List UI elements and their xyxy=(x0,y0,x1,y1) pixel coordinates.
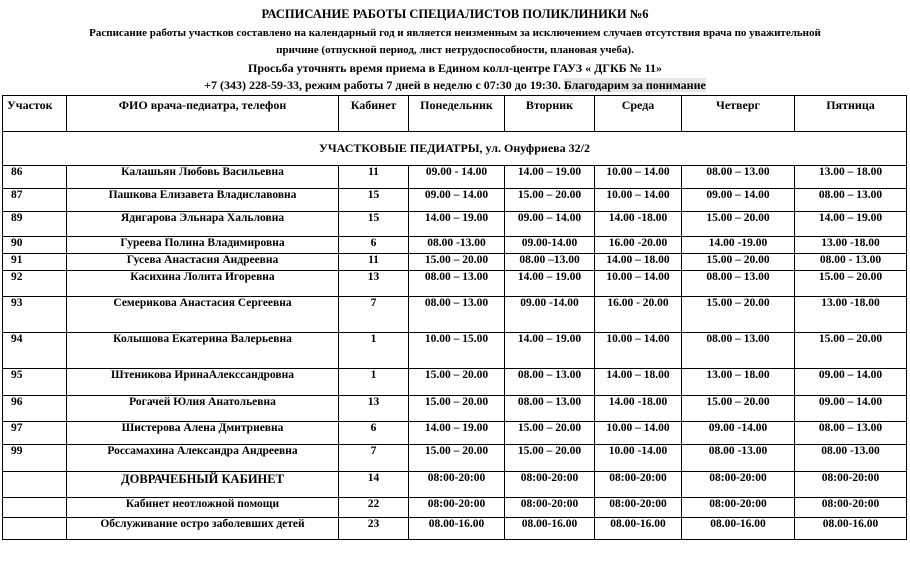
friday-cell: 15.00 – 20.00 xyxy=(795,271,907,297)
wednesday-cell: 08.00-16.00 xyxy=(595,518,682,540)
contact-thanks: Благодарим за понимание xyxy=(563,78,706,92)
monday-cell: 08:00-20:00 xyxy=(409,498,505,518)
monday-cell: 08.00 – 13.00 xyxy=(409,271,505,297)
uchastok-cell: 86 xyxy=(3,166,67,189)
tuesday-cell: 15.00 – 20.00 xyxy=(505,422,595,445)
friday-cell: 08.00 - 13.00 xyxy=(795,254,907,271)
cabinet-cell: 13 xyxy=(339,271,409,297)
doctor-name-cell: Калашьян Любовь Васильевна xyxy=(67,166,339,189)
thursday-cell: 08.00 – 13.00 xyxy=(682,333,795,369)
wednesday-cell: 14.00 – 18.00 xyxy=(595,254,682,271)
cabinet-cell: 6 xyxy=(339,422,409,445)
table-row xyxy=(3,333,907,369)
cabinet-cell: 6 xyxy=(339,237,409,254)
table-row xyxy=(3,237,907,254)
monday-cell: 09.00 - 14.00 xyxy=(409,166,505,189)
wednesday-cell: 10.00 -14.00 xyxy=(595,445,682,472)
friday-cell: 08.00 – 13.00 xyxy=(795,189,907,212)
col-header-wednesday: Среда xyxy=(595,96,682,132)
col-header-thursday: Четверг xyxy=(682,96,795,132)
tuesday-cell: 08:00-20:00 xyxy=(505,472,595,498)
tuesday-cell: 09.00 -14.00 xyxy=(505,297,595,333)
call-center-request: Просьба уточнять время приема в Едином колл-центре ГАУЗ « ДГКБ № 11» xyxy=(247,61,662,75)
table-row xyxy=(3,212,907,237)
thursday-cell: 08:00-20:00 xyxy=(682,472,795,498)
wednesday-cell: 10.00 – 14.00 xyxy=(595,333,682,369)
table-row xyxy=(3,396,907,422)
section-title: УЧАСТКОВЫЕ ПЕДИАТРЫ, ул. Онуфриева 32/2 xyxy=(3,132,907,166)
doctor-name-cell: Пашкова Елизавета Владиславовна xyxy=(67,189,339,212)
service-name-cell: ДОВРАЧЕБНЫЙ КАБИНЕТ xyxy=(67,472,339,498)
wednesday-cell: 14.00 – 18.00 xyxy=(595,369,682,396)
cabinet-cell: 15 xyxy=(339,189,409,212)
monday-cell: 15.00 – 20.00 xyxy=(409,254,505,271)
wednesday-cell: 08:00-20:00 xyxy=(595,498,682,518)
tuesday-cell: 14.00 – 19.00 xyxy=(505,271,595,297)
col-header-uchastok: Участок xyxy=(3,96,67,132)
tuesday-cell: 08.00-16.00 xyxy=(505,518,595,540)
doctor-name-cell: Штеникова ИринаАлекссандровна xyxy=(67,369,339,396)
table-row xyxy=(3,445,907,472)
friday-cell: 08:00-20:00 xyxy=(795,498,907,518)
uchastok-cell: 94 xyxy=(3,333,67,369)
friday-cell: 15.00 – 20.00 xyxy=(795,333,907,369)
special-row xyxy=(3,498,907,518)
tuesday-cell: 08:00-20:00 xyxy=(505,498,595,518)
monday-cell: 14.00 – 19.00 xyxy=(409,422,505,445)
doctor-name-cell: Касихина Лолита Игоревна xyxy=(67,271,339,297)
wednesday-cell: 10.00 – 14.00 xyxy=(595,166,682,189)
monday-cell: 15.00 – 20.00 xyxy=(409,396,505,422)
friday-cell: 08.00 – 13.00 xyxy=(795,422,907,445)
wednesday-cell: 16.00 -20.00 xyxy=(595,237,682,254)
cabinet-cell: 11 xyxy=(339,166,409,189)
wednesday-cell: 14.00 -18.00 xyxy=(595,212,682,237)
doctor-name-cell: Шистерова Алена Дмитриевна xyxy=(67,422,339,445)
note-line-2: причине (отпускной период, лист нетрудоспособности, плановая учеба). xyxy=(276,44,634,56)
table-row xyxy=(3,254,907,271)
thursday-cell: 08.00 – 13.00 xyxy=(682,166,795,189)
table-row xyxy=(3,271,907,297)
contact-phone: +7 (343) 228-59-33, режим работы 7 дней в неделю с 07:30 до 19:30. xyxy=(204,78,561,92)
monday-cell: 14.00 – 19.00 xyxy=(409,212,505,237)
schedule-table xyxy=(2,95,907,540)
tuesday-cell: 14.00 – 19.00 xyxy=(505,166,595,189)
tuesday-cell: 15.00 – 20.00 xyxy=(505,189,595,212)
uchastok-cell: 96 xyxy=(3,396,67,422)
uchastok-cell: 89 xyxy=(3,212,67,237)
wednesday-cell: 10.00 – 14.00 xyxy=(595,422,682,445)
friday-cell: 09.00 – 14.00 xyxy=(795,396,907,422)
wednesday-cell: 08:00-20:00 xyxy=(595,472,682,498)
col-header-friday: Пятница xyxy=(795,96,907,132)
thursday-cell: 08.00 -13.00 xyxy=(682,445,795,472)
special-row xyxy=(3,518,907,540)
doctor-name-cell: Колышова Екатерина Валерьевна xyxy=(67,333,339,369)
thursday-cell: 14.00 -19.00 xyxy=(682,237,795,254)
uchastok-cell: 93 xyxy=(3,297,67,333)
empty-uchastok-cell xyxy=(3,472,67,498)
service-name-cell: Кабинет неотложной помощи xyxy=(67,498,339,518)
doctor-name-cell: Россамахина Александра Андреевна xyxy=(67,445,339,472)
tuesday-cell: 15.00 – 20.00 xyxy=(505,445,595,472)
thursday-cell: 15.00 – 20.00 xyxy=(682,212,795,237)
friday-cell: 13.00 -18.00 xyxy=(795,237,907,254)
monday-cell: 08:00-20:00 xyxy=(409,472,505,498)
tuesday-cell: 08.00 –13.00 xyxy=(505,254,595,271)
friday-cell: 14.00 – 19.00 xyxy=(795,212,907,237)
note-line-1: Расписание работы участков составлено на календарный год и является неизменным за исключением случаев отсутствия врача по уважительной xyxy=(89,27,821,39)
thursday-cell: 08.00 – 13.00 xyxy=(682,271,795,297)
uchastok-cell: 87 xyxy=(3,189,67,212)
tuesday-cell: 09.00-14.00 xyxy=(505,237,595,254)
doctor-name-cell: Рогачей Юлия Анатольевна xyxy=(67,396,339,422)
uchastok-cell: 90 xyxy=(3,237,67,254)
wednesday-cell: 14.00 -18.00 xyxy=(595,396,682,422)
thursday-cell: 15.00 – 20.00 xyxy=(682,297,795,333)
thursday-cell: 09.00 -14.00 xyxy=(682,422,795,445)
table-row xyxy=(3,189,907,212)
doctor-name-cell: Гуреева Полина Владимировна xyxy=(67,237,339,254)
thursday-cell: 13.00 – 18.00 xyxy=(682,369,795,396)
cabinet-cell: 23 xyxy=(339,518,409,540)
special-row xyxy=(3,472,907,498)
uchastok-cell: 95 xyxy=(3,369,67,396)
friday-cell: 09.00 – 14.00 xyxy=(795,369,907,396)
table-row xyxy=(3,369,907,396)
empty-uchastok-cell xyxy=(3,518,67,540)
monday-cell: 08.00 -13.00 xyxy=(409,237,505,254)
col-header-monday: Понедельник xyxy=(409,96,505,132)
doctor-name-cell: Семерикова Анастасия Сергеевна xyxy=(67,297,339,333)
col-header-cabinet: Кабинет xyxy=(339,96,409,132)
thursday-cell: 08.00-16.00 xyxy=(682,518,795,540)
uchastok-cell: 91 xyxy=(3,254,67,271)
tuesday-cell: 09.00 – 14.00 xyxy=(505,212,595,237)
monday-cell: 10.00 – 15.00 xyxy=(409,333,505,369)
cabinet-cell: 11 xyxy=(339,254,409,271)
cabinet-cell: 7 xyxy=(339,297,409,333)
wednesday-cell: 10.00 – 14.00 xyxy=(595,271,682,297)
wednesday-cell: 16.00 - 20.00 xyxy=(595,297,682,333)
monday-cell: 08.00 – 13.00 xyxy=(409,297,505,333)
friday-cell: 08.00 -13.00 xyxy=(795,445,907,472)
service-name-cell: Обслуживание остро заболевших детей xyxy=(67,518,339,540)
cabinet-cell: 1 xyxy=(339,369,409,396)
cabinet-cell: 13 xyxy=(339,396,409,422)
cabinet-cell: 7 xyxy=(339,445,409,472)
uchastok-cell: 92 xyxy=(3,271,67,297)
cabinet-cell: 1 xyxy=(339,333,409,369)
monday-cell: 15.00 – 20.00 xyxy=(409,369,505,396)
table-row xyxy=(3,297,907,333)
uchastok-cell: 97 xyxy=(3,422,67,445)
wednesday-cell: 10.00 – 14.00 xyxy=(595,189,682,212)
thursday-cell: 15.00 – 20.00 xyxy=(682,254,795,271)
table-row xyxy=(3,166,907,189)
thursday-cell: 09.00 – 14.00 xyxy=(682,189,795,212)
empty-uchastok-cell xyxy=(3,498,67,518)
tuesday-cell: 14.00 – 19.00 xyxy=(505,333,595,369)
page-title: РАСПИСАНИЕ РАБОТЫ СПЕЦИАЛИСТОВ ПОЛИКЛИНИКИ №6 xyxy=(261,7,649,21)
tuesday-cell: 08.00 – 13.00 xyxy=(505,396,595,422)
col-header-doctor: ФИО врача-педиатра, телефон xyxy=(67,96,339,132)
column-header-row xyxy=(3,96,907,132)
thursday-cell: 08:00-20:00 xyxy=(682,498,795,518)
uchastok-cell: 99 xyxy=(3,445,67,472)
cabinet-cell: 22 xyxy=(339,498,409,518)
table-row xyxy=(3,422,907,445)
friday-cell: 08:00-20:00 xyxy=(795,472,907,498)
cabinet-cell: 15 xyxy=(339,212,409,237)
col-header-tuesday: Вторник xyxy=(505,96,595,132)
friday-cell: 08.00-16.00 xyxy=(795,518,907,540)
monday-cell: 08.00-16.00 xyxy=(409,518,505,540)
doctor-name-cell: Гусева Анастасия Андреевна xyxy=(67,254,339,271)
friday-cell: 13.00 – 18.00 xyxy=(795,166,907,189)
thursday-cell: 15.00 – 20.00 xyxy=(682,396,795,422)
call-center-contact xyxy=(0,78,910,93)
tuesday-cell: 08.00 – 13.00 xyxy=(505,369,595,396)
monday-cell: 15.00 – 20.00 xyxy=(409,445,505,472)
monday-cell: 09.00 – 14.00 xyxy=(409,189,505,212)
friday-cell: 13.00 -18.00 xyxy=(795,297,907,333)
doctor-name-cell: Ядигарова Эльнара Хальловна xyxy=(67,212,339,237)
cabinet-cell: 14 xyxy=(339,472,409,498)
section-row xyxy=(3,132,907,166)
